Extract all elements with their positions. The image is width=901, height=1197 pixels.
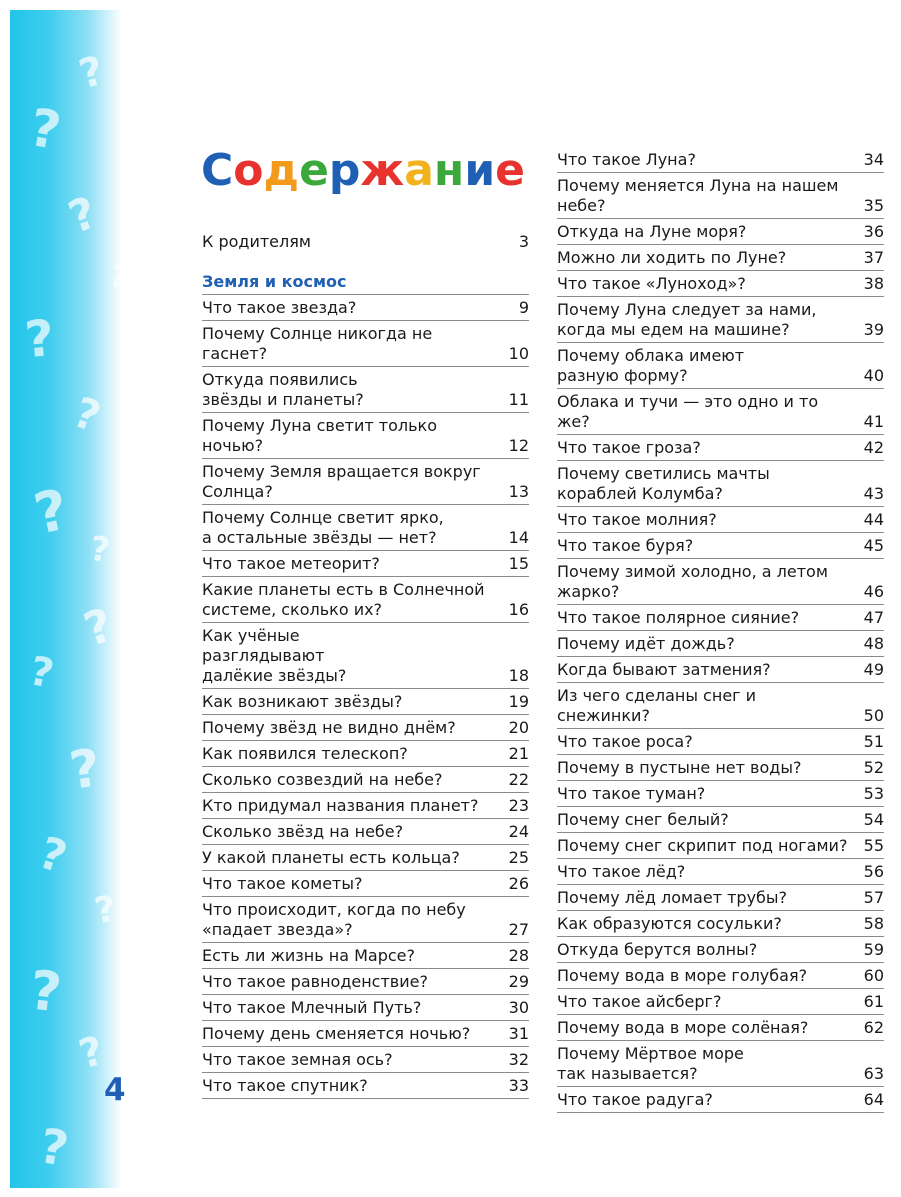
- question-mark-icon: ?: [26, 958, 65, 1025]
- toc-entry-title: Что происходит, когда по небу «падает звезда»?: [202, 900, 466, 939]
- toc-entry-page: 51: [863, 732, 884, 751]
- toc-entry-page: 12: [508, 436, 529, 455]
- toc-entry[interactable]: [202, 1047, 529, 1073]
- toc-entry-page: 61: [863, 992, 884, 1011]
- toc-entry-page: 15: [508, 554, 529, 573]
- toc-entry-page: 64: [863, 1090, 884, 1109]
- toc-entry[interactable]: [202, 969, 529, 995]
- toc-entry-page: 3: [518, 232, 529, 251]
- toc-entry-page: 39: [863, 320, 884, 339]
- toc-entry-title: Что такое равноденствие?: [202, 972, 428, 991]
- toc-entry-title: Что такое Млечный Путь?: [202, 998, 422, 1017]
- toc-entry[interactable]: [557, 885, 884, 911]
- toc-entry[interactable]: [557, 605, 884, 631]
- toc-entry-page: 38: [863, 274, 884, 293]
- toc-entry[interactable]: [202, 689, 529, 715]
- title-letter: С: [201, 145, 234, 196]
- toc-entry-page: 54: [863, 810, 884, 829]
- toc-entry-page: 46: [863, 582, 884, 601]
- toc-entry[interactable]: [202, 767, 529, 793]
- toc-entry[interactable]: [557, 271, 884, 297]
- toc-entry[interactable]: [202, 1073, 529, 1099]
- toc-entry[interactable]: [557, 245, 884, 271]
- toc-entry-title: Что такое буря?: [557, 536, 694, 555]
- toc-entry-title: Когда бывают затмения?: [557, 660, 771, 679]
- toc-entry-page: 53: [863, 784, 884, 803]
- toc-entry-page: 49: [863, 660, 884, 679]
- toc-entry-title: Как учёные разглядывают далёкие звёзды?: [202, 626, 347, 685]
- toc-entry-page: 24: [508, 822, 529, 841]
- toc-entry-title: Почему звёзд не видно днём?: [202, 718, 456, 737]
- toc-entry-title: Что такое туман?: [557, 784, 706, 803]
- toc-entry[interactable]: [557, 1041, 884, 1087]
- toc-entry[interactable]: [557, 683, 884, 729]
- page-number: 4: [104, 1072, 126, 1108]
- toc-entry-title: Откуда на Луне моря?: [557, 222, 747, 241]
- toc-entry-page: 44: [863, 510, 884, 529]
- toc-entry-page: 34: [863, 150, 884, 169]
- toc-entry-title: Почему зимой холодно, а летом жарко?: [557, 562, 828, 601]
- toc-entry-title: Почему Земля вращается вокруг Солнца?: [202, 462, 481, 501]
- toc-entry-title: Что такое айсберг?: [557, 992, 722, 1011]
- toc-entry[interactable]: [202, 897, 529, 943]
- toc-entry-page: 13: [508, 482, 529, 501]
- toc-entry[interactable]: [557, 533, 884, 559]
- toc-entry-page: 59: [863, 940, 884, 959]
- toc-entry[interactable]: [557, 807, 884, 833]
- toc-entry[interactable]: [557, 781, 884, 807]
- toc-entry-page: 11: [508, 390, 529, 409]
- toc-entry-page: 32: [508, 1050, 529, 1069]
- toc-entry-page: 26: [508, 874, 529, 893]
- toc-entry[interactable]: [202, 551, 529, 577]
- toc-entry[interactable]: [202, 1021, 529, 1047]
- toc-entry-title: Кто придумал названия планет?: [202, 796, 479, 815]
- toc-entry[interactable]: [557, 833, 884, 859]
- toc-entry-page: 41: [863, 412, 884, 431]
- toc-entry[interactable]: [202, 321, 529, 367]
- toc-entry-title: Почему меняется Луна на нашем небе?: [557, 176, 839, 215]
- toc-entry-title: Почему в пустыне нет воды?: [557, 758, 802, 777]
- toc-entry[interactable]: [202, 819, 529, 845]
- question-mark-icon: ?: [35, 1118, 73, 1178]
- title-letter: а: [404, 145, 434, 196]
- toc-entry-title: Почему идёт дождь?: [557, 634, 735, 653]
- question-mark-icon: ?: [25, 648, 58, 698]
- toc-entry-title: Что такое метеорит?: [202, 554, 380, 573]
- toc-entry-title: Что такое полярное сияние?: [557, 608, 800, 627]
- toc-entry[interactable]: [557, 911, 884, 937]
- title-letter: и: [464, 145, 496, 196]
- toc-entry[interactable]: [202, 845, 529, 871]
- toc-entry-page: 36: [863, 222, 884, 241]
- toc-entry-title: Почему вода в море голубая?: [557, 966, 808, 985]
- toc-entry-page: 48: [863, 634, 884, 653]
- toc-entry-page: 31: [508, 1024, 529, 1043]
- toc-entry-intro[interactable]: [202, 229, 529, 254]
- question-mark-icon: ?: [22, 308, 57, 370]
- toc-entry[interactable]: [557, 631, 884, 657]
- question-mark-icon: ?: [32, 827, 73, 884]
- section-heading: Земля и космос: [202, 272, 529, 295]
- toc-entry[interactable]: [202, 995, 529, 1021]
- toc-entry-title: Что такое «Луноход»?: [557, 274, 746, 293]
- toc-entry-page: 47: [863, 608, 884, 627]
- question-mark-icon: ?: [77, 597, 120, 657]
- toc-list-left: [202, 295, 529, 1099]
- toc-entry-title: Из чего сделаны снег и снежинки?: [557, 686, 757, 725]
- toc-entry-title: Почему снег белый?: [557, 810, 729, 829]
- toc-right-column: [557, 147, 884, 1113]
- page-title: [201, 145, 525, 205]
- toc-entry-title: Облака и тучи — это одно и то же?: [557, 392, 819, 431]
- toc-entry-page: 23: [508, 796, 529, 815]
- toc-entry-page: 9: [518, 298, 529, 317]
- toc-entry[interactable]: [202, 623, 529, 689]
- toc-entry-page: 62: [863, 1018, 884, 1037]
- toc-entry-title: Что такое роса?: [557, 732, 693, 751]
- toc-entry-title: Почему Луна светит только ночью?: [202, 416, 438, 455]
- toc-entry[interactable]: [557, 219, 884, 245]
- toc-entry[interactable]: [557, 343, 884, 389]
- toc-entry-page: 29: [508, 972, 529, 991]
- toc-entry-title: Почему вода в море солёная?: [557, 1018, 809, 1037]
- toc-entry[interactable]: [202, 741, 529, 767]
- toc-entry-page: 43: [863, 484, 884, 503]
- title-letter: е: [495, 145, 526, 196]
- toc-entry[interactable]: [202, 367, 529, 413]
- toc-entry[interactable]: [202, 505, 529, 551]
- toc-entry[interactable]: [557, 1087, 884, 1113]
- toc-entry[interactable]: [557, 1015, 884, 1041]
- question-mark-icon: ?: [67, 387, 108, 442]
- question-mark-icon: ?: [25, 97, 66, 163]
- toc-entry[interactable]: [202, 413, 529, 459]
- title-letter: р: [328, 145, 361, 196]
- toc-entry[interactable]: [557, 559, 884, 605]
- title-letter: д: [263, 145, 300, 196]
- toc-entry[interactable]: [557, 461, 884, 507]
- toc-entry-title: Что такое кометы?: [202, 874, 363, 893]
- toc-entry[interactable]: [557, 755, 884, 781]
- question-mark-icon: ?: [91, 888, 120, 933]
- toc-entry-title: У какой планеты есть кольца?: [202, 848, 460, 867]
- toc-entry-page: 28: [508, 946, 529, 965]
- toc-entry-title: Почему снег скрипит под ногами?: [557, 836, 848, 855]
- toc-entry-page: 35: [863, 196, 884, 215]
- toc-entry-title: Откуда берутся волны?: [557, 940, 758, 959]
- question-mark-icon: ?: [62, 187, 104, 244]
- toc-entry-page: 25: [508, 848, 529, 867]
- toc-entry-page: 10: [508, 344, 529, 363]
- toc-entry-page: 20: [508, 718, 529, 737]
- title-letter: о: [233, 145, 264, 196]
- toc-entry-page: 16: [508, 600, 529, 619]
- toc-entry[interactable]: [557, 729, 884, 755]
- toc-entry-title: Есть ли жизнь на Марсе?: [202, 946, 415, 965]
- toc-entry[interactable]: [202, 459, 529, 505]
- toc-entry[interactable]: [557, 963, 884, 989]
- toc-entry-page: 33: [508, 1076, 529, 1095]
- toc-entry-title: Как образуются сосульки?: [557, 914, 782, 933]
- toc-entry-title: Почему Солнце светит ярко, а остальные звёзды — нет?: [202, 508, 444, 547]
- toc-entry[interactable]: [202, 715, 529, 741]
- toc-entry-title: Можно ли ходить по Луне?: [557, 248, 787, 267]
- toc-entry-page: 58: [863, 914, 884, 933]
- toc-entry-title: К родителям: [202, 232, 311, 251]
- toc-entry-title: Сколько звёзд на небе?: [202, 822, 404, 841]
- question-mark-icon: ?: [74, 1027, 110, 1079]
- toc-entry[interactable]: [202, 295, 529, 321]
- toc-entry-page: 56: [863, 862, 884, 881]
- toc-entry-page: 30: [508, 998, 529, 1017]
- toc-entry-title: Как появился телескоп?: [202, 744, 408, 763]
- decorative-sidebar: [10, 10, 132, 1188]
- toc-entry-title: Что такое радуга?: [557, 1090, 713, 1109]
- toc-entry-title: Почему Солнце никогда не гаснет?: [202, 324, 433, 363]
- toc-entry-page: 37: [863, 248, 884, 267]
- toc-entry-title: Сколько созвездий на небе?: [202, 770, 443, 789]
- question-mark-icon: ?: [65, 738, 105, 802]
- toc-entry[interactable]: [557, 859, 884, 885]
- toc-entry-title: Что такое звезда?: [202, 298, 357, 317]
- toc-entry-page: 50: [863, 706, 884, 725]
- toc-entry-page: 57: [863, 888, 884, 907]
- toc-entry-title: Что такое гроза?: [557, 438, 701, 457]
- toc-entry[interactable]: [202, 793, 529, 819]
- question-mark-icon: ?: [28, 477, 74, 548]
- toc-entry-page: 45: [863, 536, 884, 555]
- toc-entry-page: 55: [863, 836, 884, 855]
- toc-entry-title: Почему светились мачты кораблей Колумба?: [557, 464, 770, 503]
- toc-entry[interactable]: [557, 989, 884, 1015]
- toc-list-right: [557, 147, 884, 1113]
- toc-entry[interactable]: [557, 389, 884, 435]
- toc-entry-title: Что такое спутник?: [202, 1076, 368, 1095]
- question-mark-icon: ?: [105, 258, 132, 297]
- toc-entry[interactable]: [202, 871, 529, 897]
- title-letter: н: [433, 145, 465, 196]
- toc-entry[interactable]: [557, 937, 884, 963]
- toc-entry-page: 60: [863, 966, 884, 985]
- title-letter: е: [299, 145, 329, 196]
- title-letter: ж: [360, 145, 405, 196]
- toc-entry-title: Что такое Луна?: [557, 150, 696, 169]
- toc-entry-title: Что такое земная ось?: [202, 1050, 393, 1069]
- toc-entry-page: 27: [508, 920, 529, 939]
- toc-entry-page: 52: [863, 758, 884, 777]
- toc-entry-title: Откуда появились звёзды и планеты?: [202, 370, 364, 409]
- toc-entry-title: Какие планеты есть в Солнечной системе, сколько их?: [202, 580, 485, 619]
- toc-entry[interactable]: [202, 943, 529, 969]
- toc-entry-page: 19: [508, 692, 529, 711]
- toc-entry-page: 18: [508, 666, 529, 685]
- toc-entry-title: Почему облака имеют разную форму?: [557, 346, 745, 385]
- toc-entry[interactable]: [557, 435, 884, 461]
- toc-entry-page: 63: [863, 1064, 884, 1083]
- toc-entry-page: 14: [508, 528, 529, 547]
- toc-entry-title: Что такое молния?: [557, 510, 717, 529]
- toc-entry[interactable]: [557, 657, 884, 683]
- toc-entry-page: 42: [863, 438, 884, 457]
- toc-entry-title: Почему Луна следует за нами, когда мы едем на машине?: [557, 300, 817, 339]
- toc-entry[interactable]: [557, 507, 884, 533]
- toc-left-column: [202, 229, 529, 1099]
- toc-entry[interactable]: [557, 147, 884, 173]
- toc-entry[interactable]: [557, 173, 884, 219]
- toc-entry-title: Почему лёд ломает трубы?: [557, 888, 788, 907]
- toc-entry-title: Что такое лёд?: [557, 862, 686, 881]
- toc-entry-page: 40: [863, 366, 884, 385]
- question-mark-icon: ?: [87, 528, 113, 572]
- question-mark-icon: ?: [74, 47, 109, 99]
- toc-entry-page: 21: [508, 744, 529, 763]
- toc-entry[interactable]: [202, 577, 529, 623]
- toc-entry-title: Как возникают звёзды?: [202, 692, 403, 711]
- toc-entry-title: Почему Мёртвое море так называется?: [557, 1044, 744, 1083]
- toc-entry[interactable]: [557, 297, 884, 343]
- toc-entry-page: 22: [508, 770, 529, 789]
- toc-entry-title: Почему день сменяется ночью?: [202, 1024, 471, 1043]
